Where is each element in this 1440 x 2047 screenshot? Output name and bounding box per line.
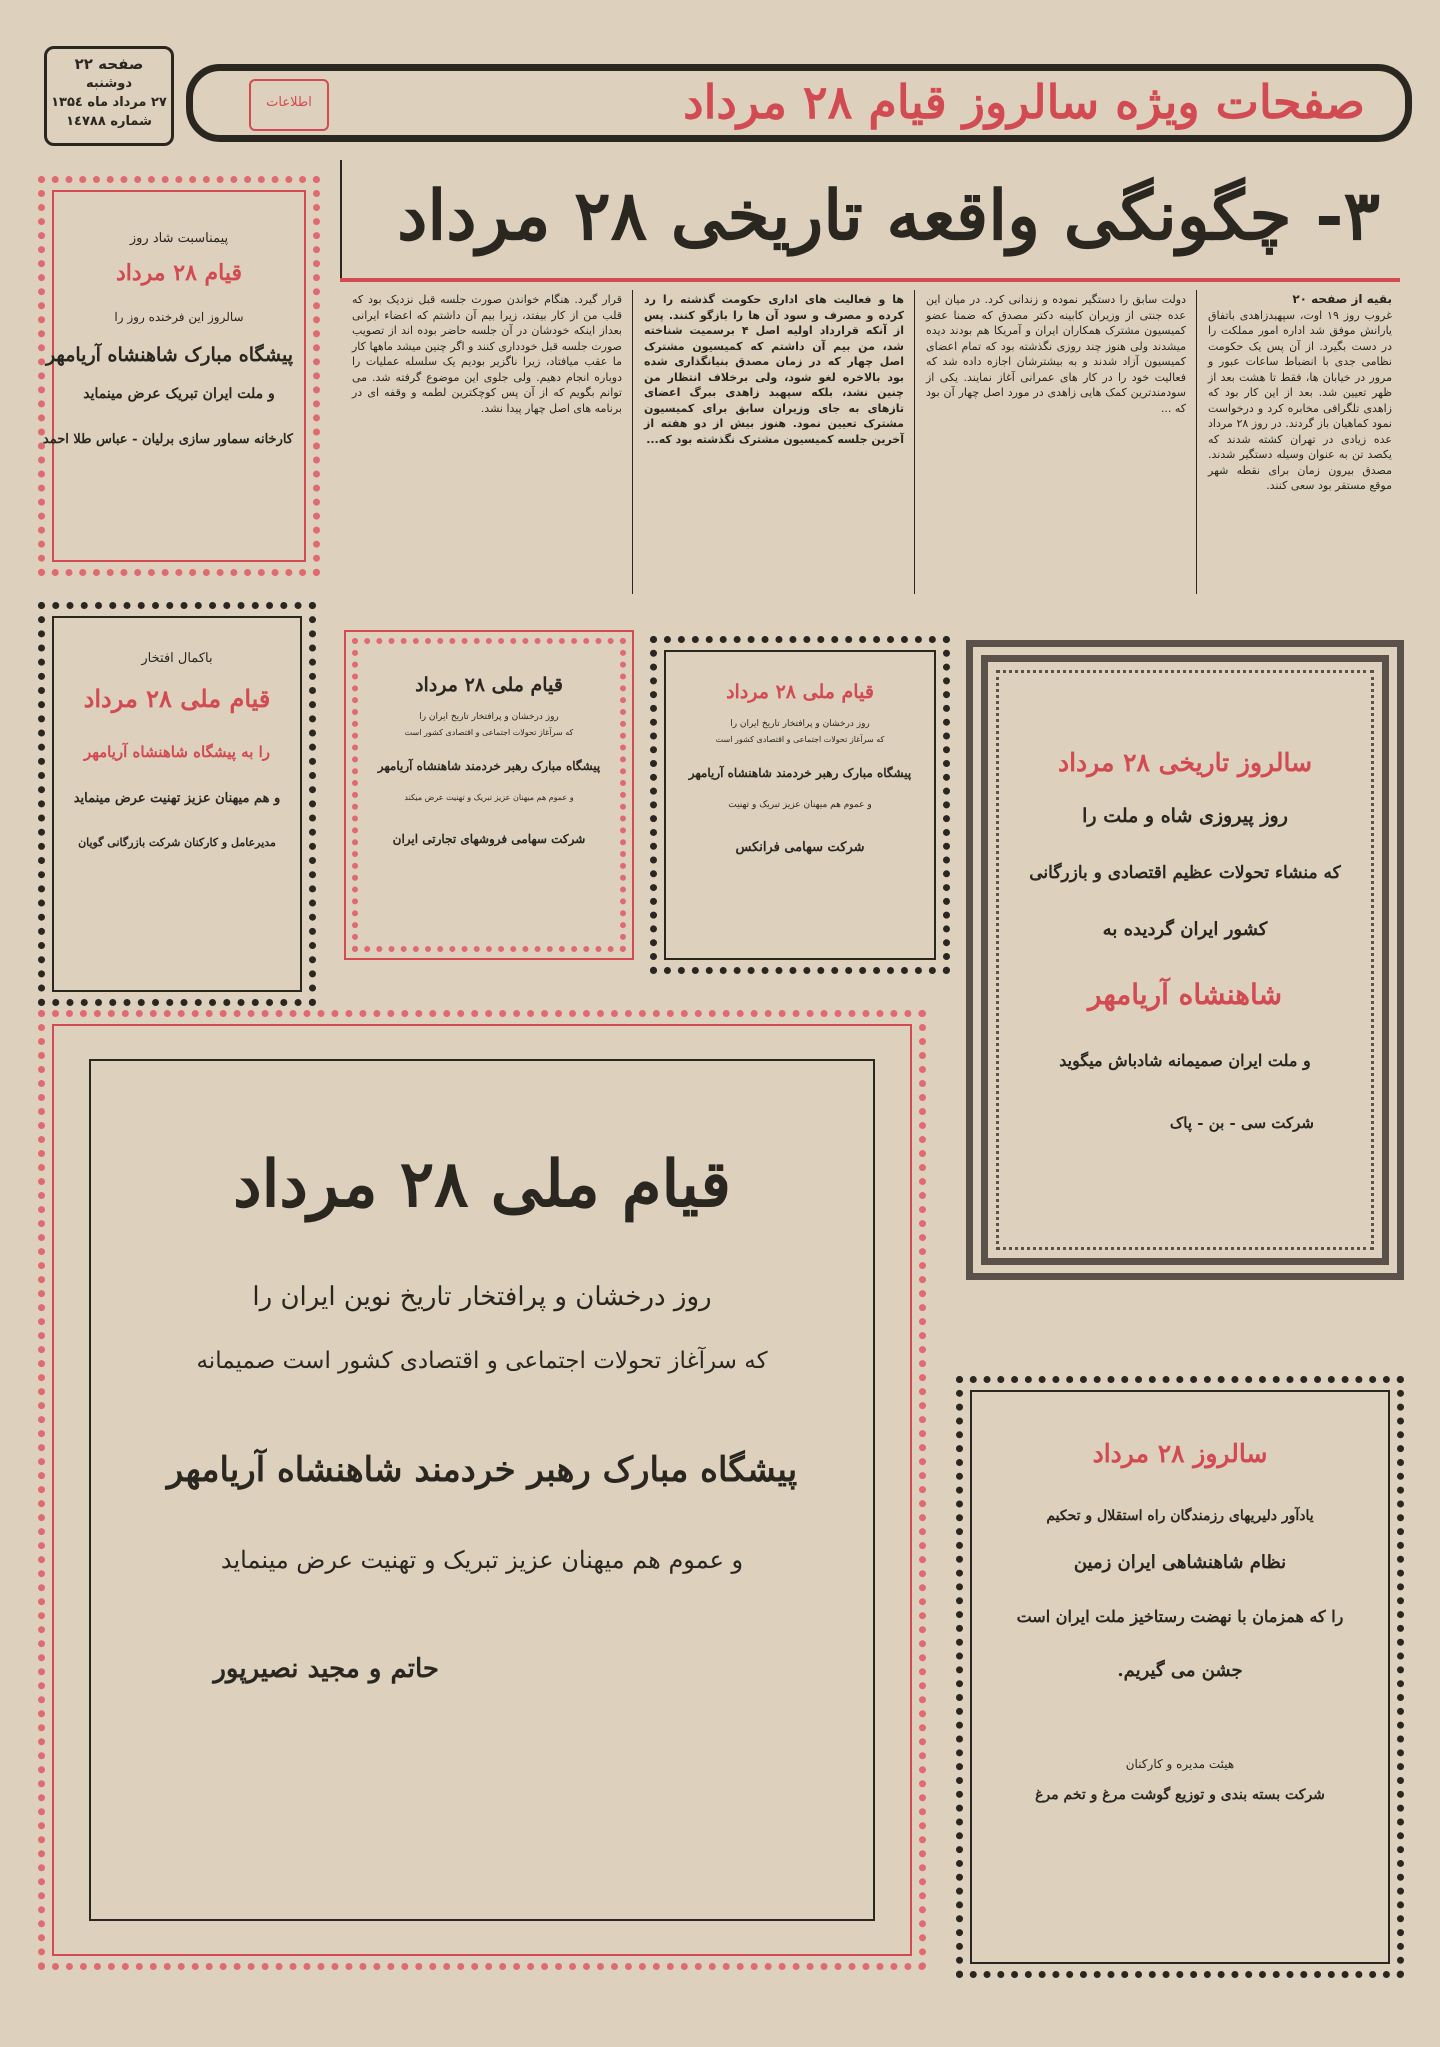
- ad-5-title: سالروز تاریخی ۲۸ مرداد: [1057, 748, 1313, 777]
- ad-2-line-4: و هم میهنان عزیز تهنیت عرض مینماید: [73, 791, 281, 806]
- ad-franks-co: [650, 636, 950, 974]
- ad-3-line-3: پیشگاه مبارک رهبر خردمند شاهنشاه آریامهر: [377, 759, 601, 773]
- ad-2-line-3: را به پیشگاه شاهنشاه آریامهر: [83, 743, 271, 761]
- article-column-1: [1200, 288, 1400, 598]
- ad-6-line-4: و عموم هم میهنان عزیز تبریک و تهنیت عرض مینماید: [220, 1546, 744, 1574]
- ad-poultry-packing-co: [956, 1376, 1404, 1978]
- ad-samovar-brilliant: [38, 176, 320, 576]
- ad-1-line-3: سالروز این فرخنده روز را: [114, 310, 244, 324]
- article-column-4-text: قرار گیرد. هنگام خواندن صورت جلسه قبل نزدیک بود که قلب من از کار بیفتد، زیرا بیم آن داشتم که اعضاء ایرانی بعداز اینکه خودشان در آن جلسه حاضر بوده اند از تصویب صورت جلسه قبل خودداری کنند و اگر چنین میشد ماهها کار ما عقب میافتاد، زیرا ناگزیر بودیم یک سلسله عملیات را دوباره انجام دهیم. ولی جلوی این موضوع گرفته شد. می توانم بگویم که از آن پس کوچکترین لطمه و وقفه ای در برنامه های اصل چهار پیدا نشد.: [352, 293, 622, 415]
- ad-6-title: قیام ملی ۲۸ مرداد: [233, 1147, 731, 1222]
- banner-title: صفحات ویژه سالروز قیام ۲۸ مرداد: [683, 75, 1365, 129]
- ad-4-line-3: پیشگاه مبارک رهبر خردمند شاهنشاه آریامهر: [688, 766, 912, 780]
- weekday: دوشنبه: [85, 76, 133, 91]
- ad-1-line-5: و ملت ایران تبریک عرض مینماید: [83, 386, 275, 402]
- ad-6-sign: حاتم و مجید نصیرپور: [213, 1654, 439, 1684]
- ad-7-title: سالروز ۲۸ مرداد: [1092, 1439, 1268, 1468]
- ad-sea-bin-pak: [966, 640, 1404, 1280]
- ad-goyan-trading: [38, 602, 316, 1006]
- continued-from-label: بقیه از صفحه ۲۰: [1292, 292, 1392, 306]
- ad-3-line-2: که سرآغاز تحولات اجتماعی و اقتصادی کشور است: [404, 728, 574, 737]
- ad-6-line-3: پیشگاه مبارک رهبر خردمند شاهنشاه آریامهر: [166, 1450, 798, 1490]
- ad-3-title: قیام ملی ۲۸ مرداد: [415, 674, 563, 696]
- column-divider: [914, 290, 915, 594]
- ad-7-sign-2: شرکت بسته بندی و توزیع گوشت مرغ و تخم مرغ: [1035, 1787, 1325, 1803]
- ad-nasirpour: [38, 1010, 926, 1970]
- article-column-3-text: ها و فعالیت های اداری حکومت گذشته را رد کرده و مصرف و سود آن ها را بازگو کنند. پس از آنکه قرارداد اولیه اصل ۴ برسمیت شناخته شد، من بیم آن داشتم که کمیسیون مشترک اصل چهار که در زمان مصدق بنیانگذاری شده بود بالاخره لغو شود، ولی برخلاف انتظار من چنین نشد، بلکه سپهبد زاهدی ببرگ اعضای تازهای به جای وزیران سابق برای کمیسیون مشترک تعیین نمود. هنوز بیش از دو هفته از آخرین جلسه کمیسیون مشترک نگذشته بود که...: [644, 293, 904, 446]
- ad-4-line-4: و عموم هم میهنان عزیز تبریک و تهنیت: [728, 800, 872, 810]
- ad-6-line-2: که سرآغاز تحولات اجتماعی و اقتصادی کشور است صمیمانه: [196, 1348, 768, 1374]
- ad-7-line-1: یادآور دلیریهای رزمندگان راه استقلال و تحکیم: [1046, 1508, 1314, 1524]
- headline-rule: [340, 278, 1400, 282]
- ad-5-line-5: و ملت ایران صمیمانه شادباش میگوید: [1059, 1051, 1311, 1070]
- ad-commercial-sales-co: [344, 630, 634, 960]
- ad-3-line-1: روز درخشان و پرافتخار تاریخ ایران را: [419, 712, 559, 722]
- ad-2-line-1: باکمال افتخار: [141, 651, 213, 666]
- ad-7-line-4: جشن می گیریم.: [1117, 1660, 1243, 1681]
- ad-7-line-2: نظام شاهنشاهی ایران زمین: [1073, 1552, 1287, 1573]
- ad-2-line-2: قیام ملی ۲۸ مرداد: [83, 684, 271, 713]
- article-column-3: [636, 288, 912, 598]
- issue-number: شماره ۱٤۷۸۸: [66, 114, 152, 129]
- column-divider: [632, 290, 633, 594]
- article-column-4: [344, 288, 630, 598]
- page-number: صفحه ۲۲: [74, 55, 144, 73]
- ad-5-line-2: که منشاء تحولات عظیم اقتصادی و بازرگانی: [1029, 863, 1341, 883]
- column-divider: [1196, 290, 1197, 594]
- ad-5-line-1: روز پیروزی شاه و ملت را: [1082, 805, 1288, 827]
- ad-1-line-1: پیمناسبت شاد روز: [129, 231, 229, 246]
- ad-6-line-1: روز درخشان و پرافتخار تاریخ نوین ایران را: [252, 1282, 712, 1312]
- issue-date: ۲۷ مرداد ماه ۱۳۵٤: [51, 95, 167, 110]
- ad-7-line-3: را که همزمان با نهضت رستاخیز ملت ایران است: [1016, 1607, 1344, 1626]
- ad-4-line-1: روز درخشان و پرافتخار تاریخ ایران را: [730, 719, 870, 729]
- article-column-1-text: غروب روز ۱۹ اوت، سپهبدزاهدی باتفاق یارانش موفق شد اداره امور مملکت را در دست بگیرد. از آن پس یک حکومت نظامی جدی با انضباط ساعات عبور و مرور در خیابان ها، فقط تا هشت بعد از ظهر تعیین شد. بعد از این کار بود که زاهدی تلگرافی مخابره کرد و درخواست نمود کماهیان باز گردند. در روز ۲۸ مرداد عده زیادی در تهران کشته شدند که یکصد تن به عنوان وسیله دستگیر شدند. مصدق بیرون زمان برای نقطه شهر موقع مستقر بود سعی کنند.: [1208, 308, 1392, 492]
- ad-3-line-4: و عموم هم میهنان عزیز تبریک و تهنیت عرض میکند: [404, 793, 574, 802]
- ad-5-sign: شرکت سی - بن - پاک: [1169, 1114, 1314, 1132]
- ad-4-title: قیام ملی ۲۸ مرداد: [726, 681, 874, 703]
- ad-3-sign: شرکت سهامی فروشهای تجارتی ایران: [392, 832, 586, 846]
- article-column-2: [918, 288, 1194, 598]
- ad-1-line-2: قیام ۲۸ مرداد: [115, 260, 243, 286]
- ad-1-line-4: پیشگاه مبارک شاهنشاه آریامهر: [45, 344, 293, 366]
- newspaper-logo: اطلاعات: [249, 79, 329, 131]
- ad-5-line-4: شاهنشاه آریامهر: [1087, 978, 1283, 1011]
- ad-1-line-6: کارخانه سماور سازی برلیان - عباس طلا احمد: [42, 432, 293, 447]
- ad-7-sign-1: هیئت مدیره و کارکنان: [1125, 1757, 1235, 1771]
- ad-5-line-3: کشور ایران گردیده به: [1102, 919, 1268, 940]
- ad-4-line-2: که سرآغاز تحولات اجتماعی و اقتصادی کشور است: [715, 735, 885, 744]
- page-info-box: [44, 46, 174, 146]
- article-title: ۳- چگونگی واقعه تاریخی ۲۸ مرداد: [397, 176, 1380, 256]
- page-banner: [186, 64, 1412, 142]
- ad-4-sign: شرکت سهامی فرانکس: [735, 840, 865, 855]
- ad-2-line-5: مدیرعامل و کارکنان شرکت بازرگانی گویان: [78, 836, 276, 849]
- article-column-2-text: دولت سابق را دستگیر نموده و زندانی کرد. در میان این عده جنتی از وزیران کابینه دکتر مصدق که ضمنا عضو کمیسیون مشترک همکاران ایران و آمریکا هم بودند دیده میشدند ولی هنوز چند روزی نگذشته بود که تمام اعضای کمیسیون آزاد شدند و به بیشترشان اجازه داده شد که فعالیت خود را در کار های عمرانی آغاز نمایند. یکی از سودمندترین کمک هایی زاهدی در مورد اصل چهار آن بود که ...: [926, 293, 1186, 415]
- article-header: [340, 160, 1400, 280]
